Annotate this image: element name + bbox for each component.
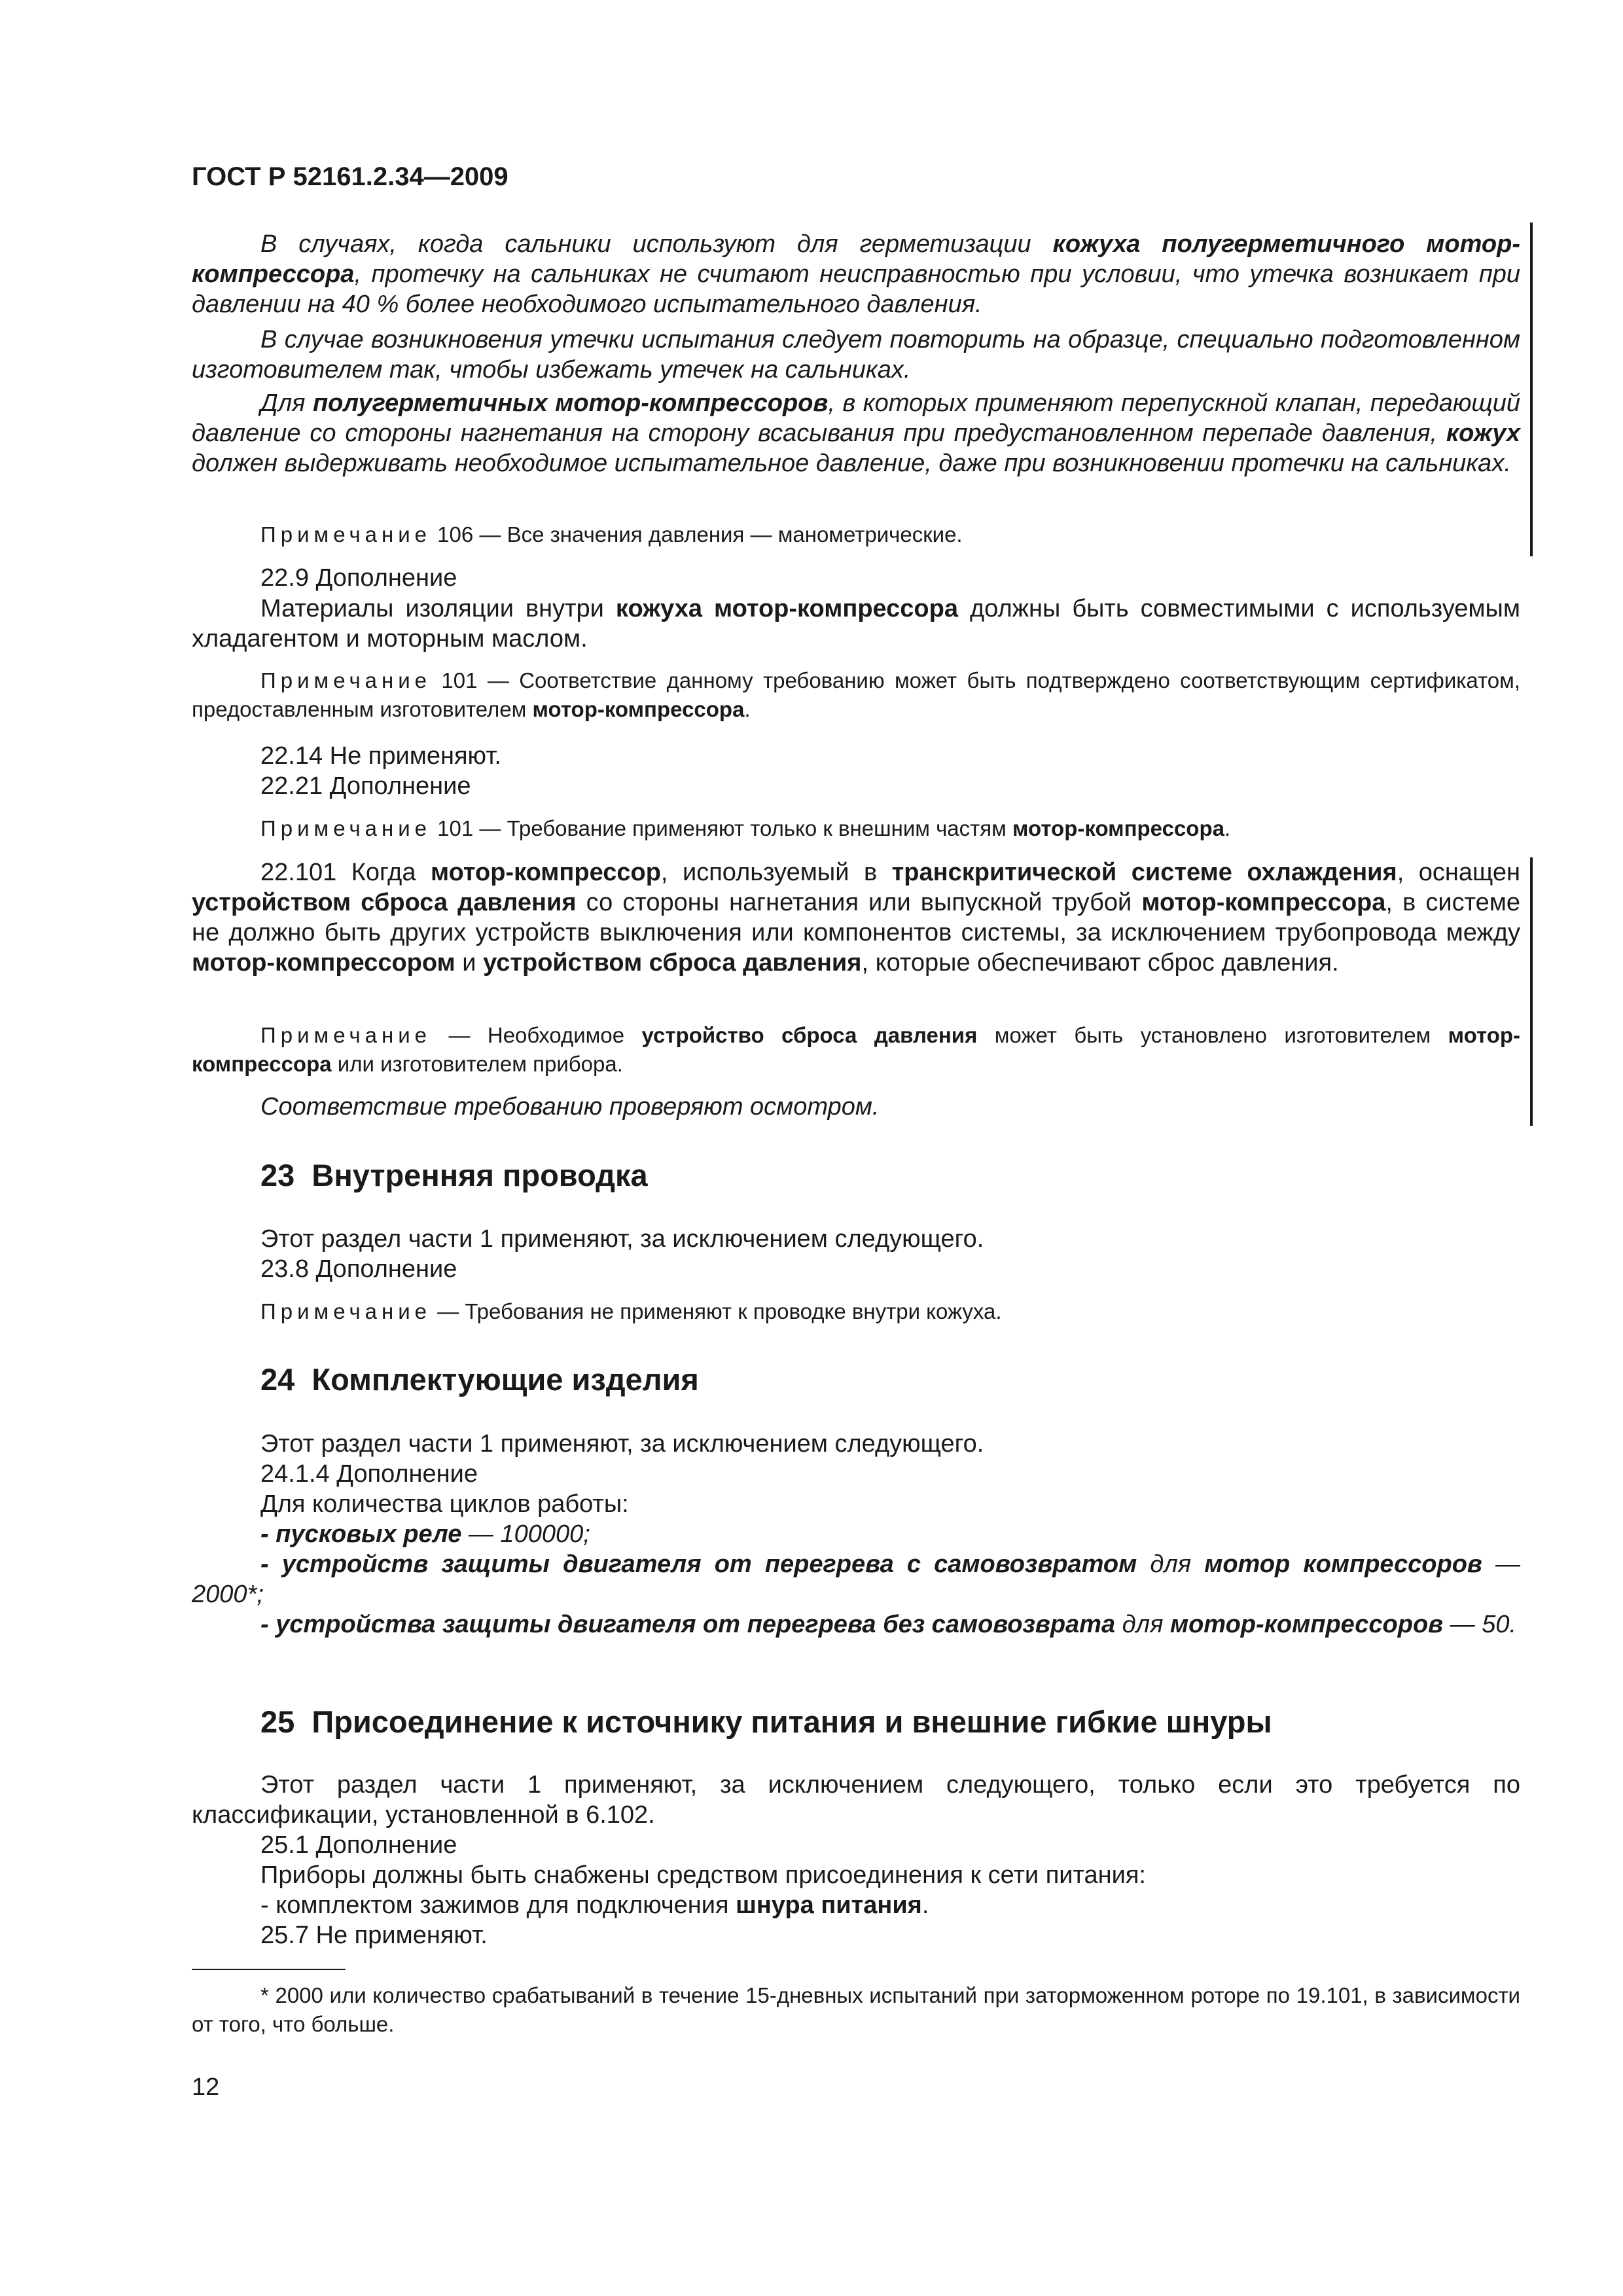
paragraph: Для количества циклов работы: xyxy=(260,1490,629,1518)
note: Примечание 101 — Соответствие данному требованию может быть подтверждено соответствующим сертификатом, предоставленным изготовителем мотор-компрессора. xyxy=(192,668,1520,721)
paragraph: Для полугерметичных мотор-компрессоров, в которых применяют перепускной клапан, передающий давление со стороны нагнетания на сторону всасывания при предустановленном перепаде давления, кожух должен выдерживать необходимое испытательное давление, даже при возникновении протечки на сальниках. xyxy=(192,389,1521,477)
list-item: - устройства защиты двигателя от перегрева без самовозврата для мотор-компрессоров — 50. xyxy=(260,1611,1517,1638)
section-intro: Этот раздел части 1 применяют, за исключением следующего, только если это требуется по классификации, установленной в 6.102. xyxy=(192,1771,1520,1829)
clause-22-14: 22.14 Не применяют. xyxy=(260,742,501,770)
clause-22-101: 22.101 Когда мотор-компрессор, используемый в транскритической системе охлаждения, оснащен устройством сброса давления со стороны нагнетания или выпускной трубой мотор-компрессора, в системе не должно быть других устройств выключения или компонентов системы, за исключением трубопровода между мотор-компрессором и устройством сброса давления, которые обеспечивают сброс давления. xyxy=(192,859,1521,977)
footnote: * 2000 или количество срабатываний в течение 15-дневных испытаний при заторможенном роторе по 19.101, в зависимости от того, что больше. xyxy=(192,1983,1520,2036)
clause-25-7: 25.7 Не применяют. xyxy=(260,1922,488,1949)
change-bar xyxy=(1530,223,1533,556)
list-item: - комплектом зажимов для подключения шнура питания. xyxy=(260,1892,929,1919)
clause-22-21: 22.21 Дополнение xyxy=(260,772,471,800)
section-heading-24: 24 Комплектующие изделия xyxy=(260,1362,699,1397)
list-item: - устройств защиты двигателя от перегрева с самовозвратом для мотор компрессоров — 2000*; xyxy=(192,1551,1520,1608)
section-heading-23: 23 Внутренняя проводка xyxy=(260,1158,648,1193)
clause-23-8: 23.8 Дополнение xyxy=(260,1255,457,1283)
document-header: ГОСТ Р 52161.2.34—2009 xyxy=(192,162,508,191)
clause-25-1: 25.1 Дополнение xyxy=(260,1831,457,1859)
page-number: 12 xyxy=(192,2073,220,2101)
clause-24-1-4: 24.1.4 Дополнение xyxy=(260,1460,478,1488)
paragraph: Материалы изоляции внутри кожуха мотор-компрессора должны быть совместимыми с используемым хладагентом и моторным маслом. xyxy=(192,595,1520,653)
paragraph: В случаях, когда сальники используют для герметизации кожуха полугерметичного мотор-компрессора, протечку на сальниках не считают неисправностью при условии, что утечка возникает при давлении на 40 % более необходимого испытательного давления. xyxy=(192,230,1520,318)
paragraph: В случае возникновения утечки испытания следует повторить на образце, специально подготовленном изготовителем так, чтобы избежать утечек на сальниках. xyxy=(192,326,1520,384)
section-intro: Этот раздел части 1 применяют, за исключением следующего. xyxy=(260,1225,984,1253)
note: Примечание — Требования не применяют к проводке внутри кожуха. xyxy=(260,1299,1002,1323)
clause-22-9: 22.9 Дополнение xyxy=(260,564,457,592)
section-heading-25: 25 Присоединение к источнику питания и внешние гибкие шнуры xyxy=(260,1704,1272,1739)
paragraph: Соответствие требованию проверяют осмотром. xyxy=(260,1093,880,1121)
footnote-separator xyxy=(192,1969,346,1970)
note: Примечание — Необходимое устройство сброса давления может быть установлено изготовителем мотор-компрессора или изготовителем прибора. xyxy=(192,1023,1521,1076)
change-bar xyxy=(1530,857,1533,1126)
list-item: - пусковых реле — 100000; xyxy=(260,1520,590,1548)
paragraph: Приборы должны быть снабжены средством присоединения к сети питания: xyxy=(260,1861,1146,1889)
section-intro: Этот раздел части 1 применяют, за исключением следующего. xyxy=(260,1430,984,1458)
note: Примечание 106 — Все значения давления — манометрические. xyxy=(260,522,963,547)
note: Примечание 101 — Требование применяют только к внешним частям мотор-компрессора. xyxy=(260,816,1231,840)
